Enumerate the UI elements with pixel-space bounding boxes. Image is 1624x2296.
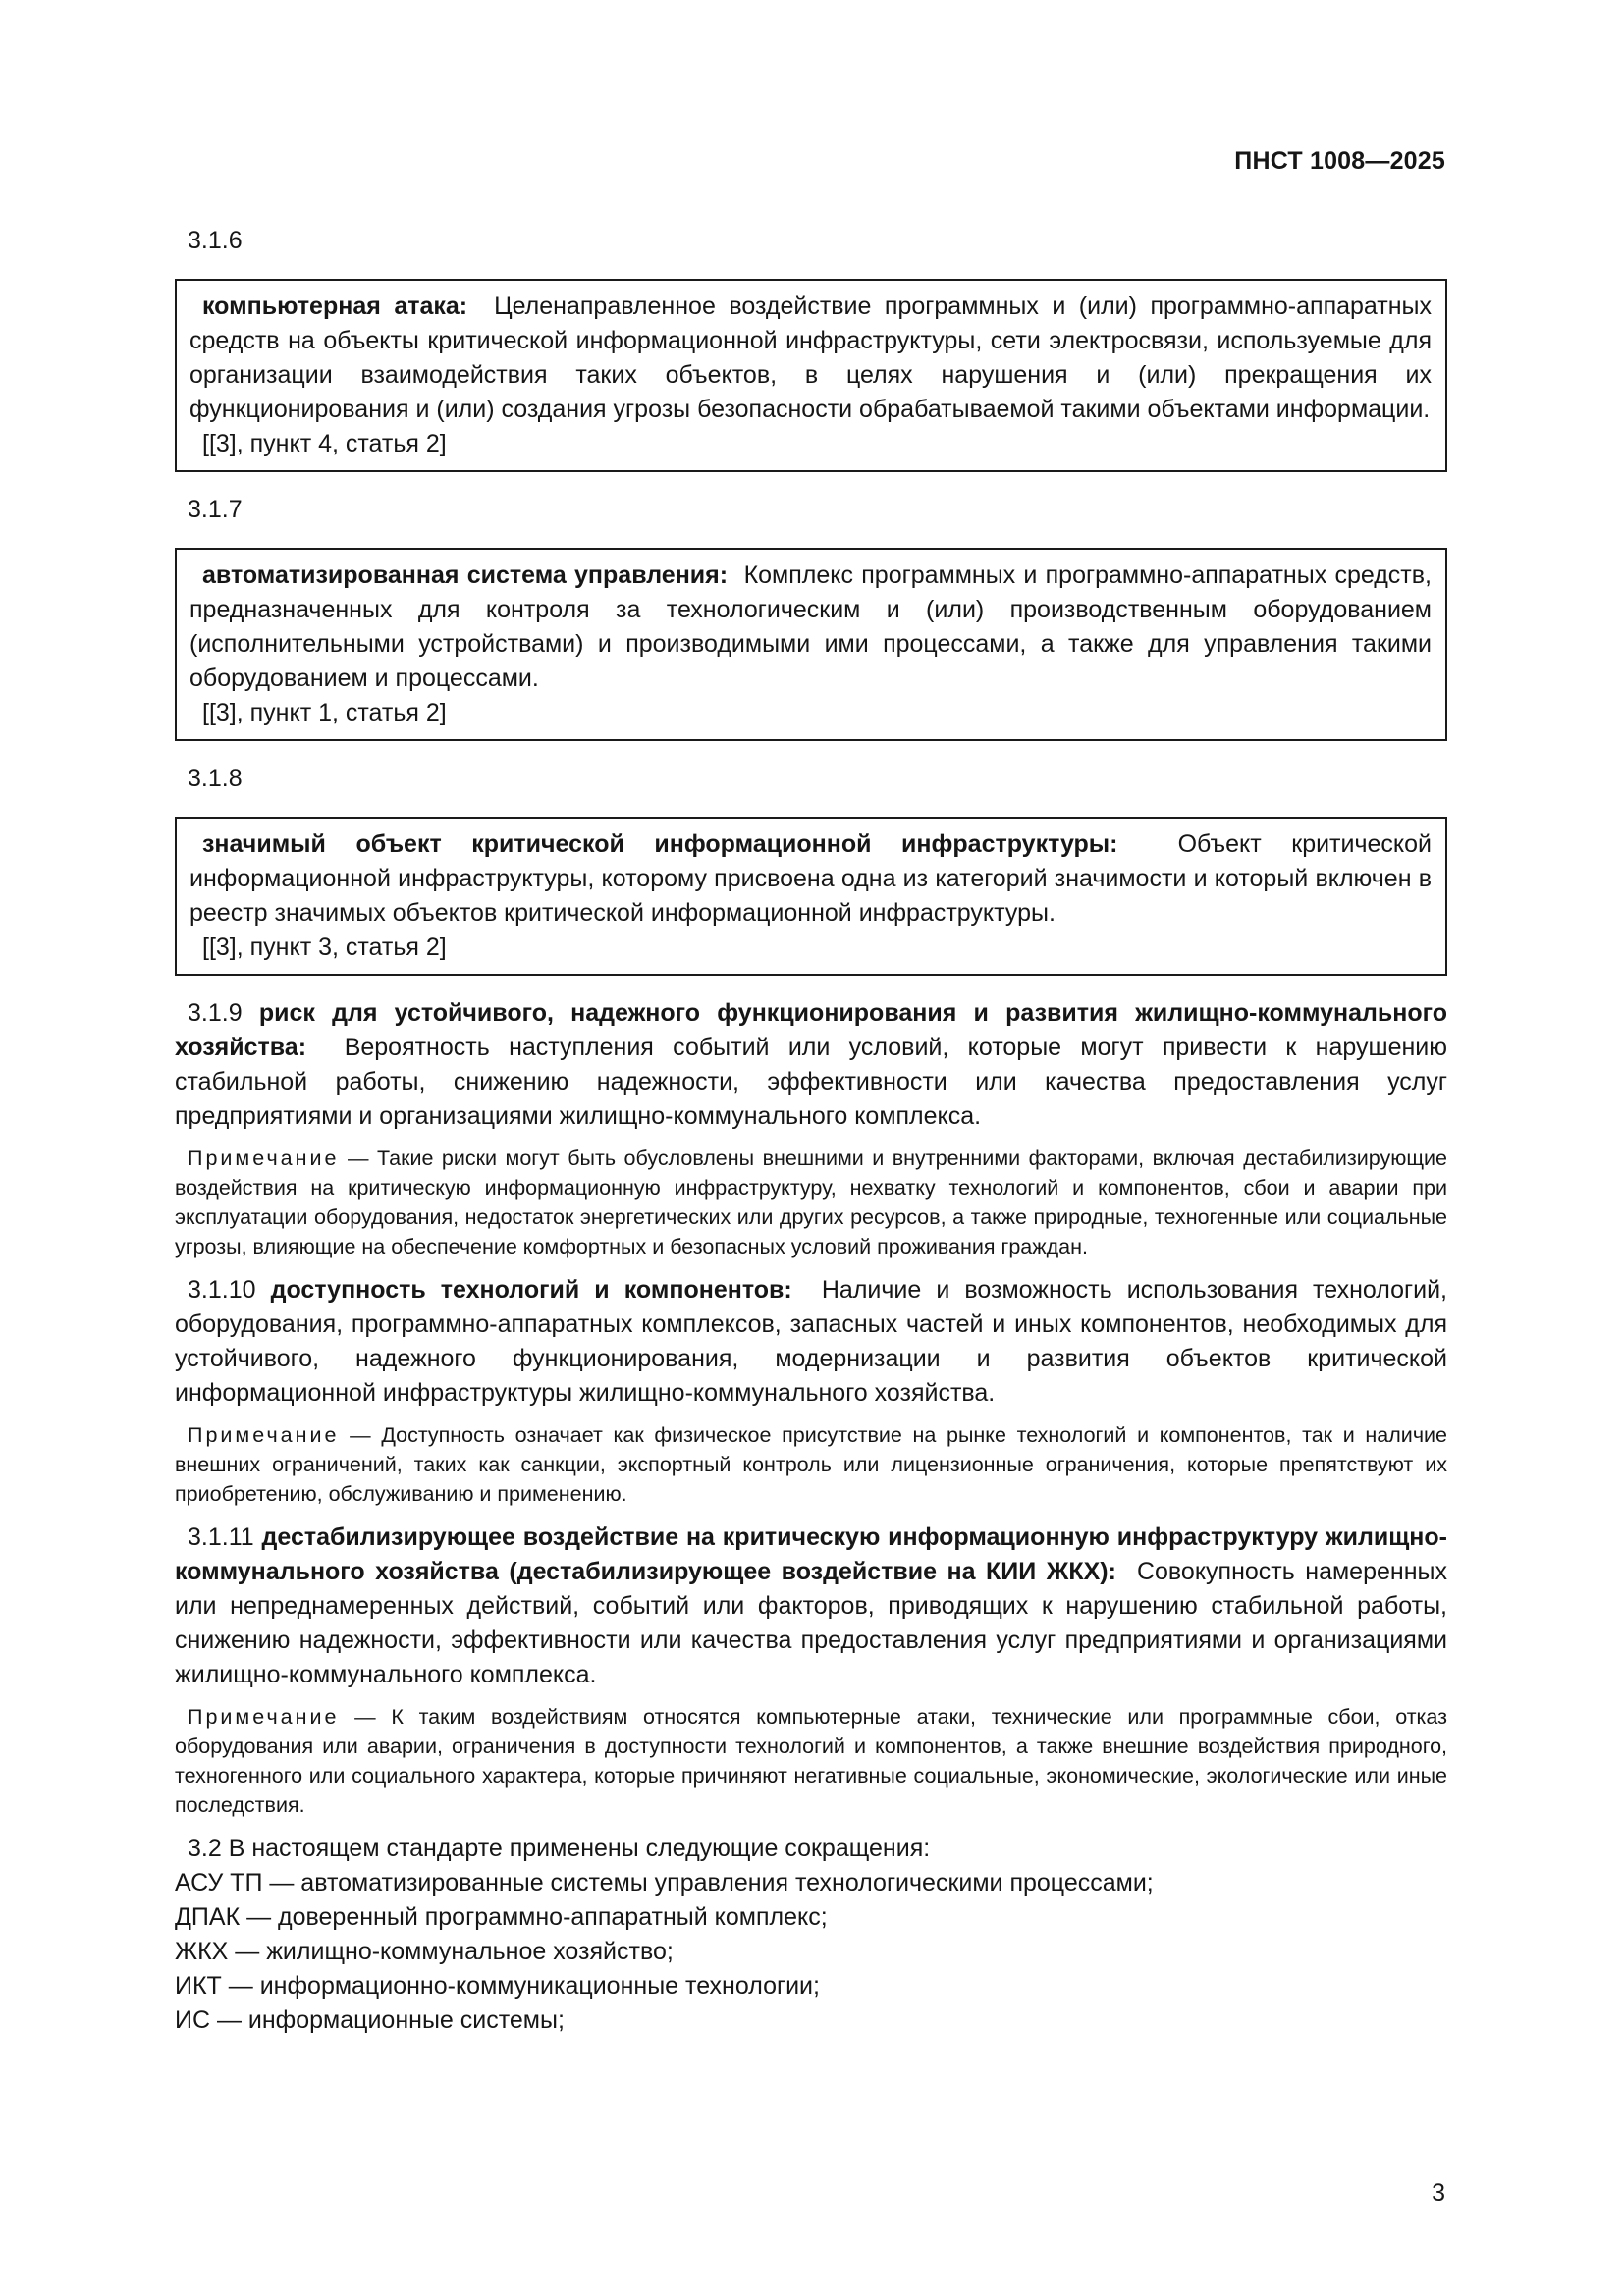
term-name: значимый объект критической информационной инфраструктуры: bbox=[202, 830, 1118, 858]
abbreviation-item: АСУ ТП — автоматизированные системы управления технологическими процессами; bbox=[175, 1869, 1154, 1896]
definition-text: Совокупность намеренных или непреднамеренных действий, событий или факторов, приводящих к нарушению стабильной работы, снижению надежности, эффективности или качества предоставления услуг предприятиями и организациями жилищно-коммунального комплекса. bbox=[175, 1558, 1447, 1688]
document-code: ПНСТ 1008—2025 bbox=[1234, 147, 1445, 175]
definition-number: 3.1.9 bbox=[188, 999, 243, 1027]
term-box bbox=[175, 279, 1447, 472]
definition-paragraph bbox=[175, 1273, 1447, 1411]
abbreviation-item: ИКТ — информационно-коммуникационные технологии; bbox=[175, 1972, 820, 2000]
definition-text: Вероятность наступления событий или условий, которые могут привести к нарушению стабильной работы, снижению надежности, эффективности или качества предоставления услуг предприятиями и организациями жилищно-коммунального комплекса. bbox=[175, 1034, 1447, 1130]
abbreviation-item: ИС — информационные системы; bbox=[175, 2006, 565, 2034]
term-definition: Комплекс программных и программно-аппаратных средств, предназначенных для контроля за технологическим и (или) производственным оборудованием (исполнительными устройствами) и производимыми ими процессами, а также для управления такими оборудованием и процессами. bbox=[189, 561, 1432, 692]
term-box bbox=[175, 548, 1447, 741]
note-paragraph bbox=[175, 1702, 1447, 1820]
abbreviation-item: ЖКХ — жилищно-коммунальное хозяйство; bbox=[175, 1938, 674, 1965]
note-label: Примечание bbox=[188, 1147, 340, 1170]
definition-paragraph bbox=[175, 1521, 1447, 1692]
definition-number: 3.1.10 bbox=[188, 1276, 256, 1304]
term-name: автоматизированная система управления: bbox=[202, 561, 729, 589]
definition-text: Наличие и возможность использования технологий, оборудования, программно-аппаратных комплексов, запасных частей и иных компонентов, необходимых для устойчивого, надежного функционирования, модернизации и развития объектов критической информационной инфраструктуры жилищно-коммунального хозяйства. bbox=[175, 1276, 1448, 1407]
definition-term: дестабилизирующее воздействие на критическую информационную инфраструктуру жилищно-коммунального хозяйства (дестабилизирующее воздействие на КИИ ЖКХ): bbox=[175, 1523, 1448, 1585]
definition-term: риск для устойчивого, надежного функционирования и развития жилищно-коммунального хозяйства: bbox=[175, 999, 1448, 1061]
note-paragraph bbox=[175, 1144, 1447, 1261]
definition-number: 3.1.11 bbox=[188, 1523, 254, 1551]
term-reference: [[3], пункт 3, статья 2] bbox=[202, 934, 447, 961]
term-definition: Целенаправленное воздействие программных и (или) программно-аппаратных средств на объекты критической информационной инфраструктуры, сети электросвязи, используемые для организации взаимодействия таких объектов, в целях нарушения и (или) прекращения их функционирования и (или) создания угрозы безопасности обрабатываемой такими объектами информации. bbox=[189, 293, 1432, 423]
term-number: 3.1.8 bbox=[188, 765, 243, 792]
note-text: — К таким воздействиям относятся компьютерные атаки, технические или программные сбои, отказ оборудования или аварии, ограничения в доступности технологий и компонентов, а также внешние воздействия природного, техногенного или социального характера, которые причиняют негативные социальные, экономические, экологические или иные последствия. bbox=[175, 1705, 1447, 1817]
term-box bbox=[175, 817, 1447, 976]
term-paragraph bbox=[189, 559, 1432, 696]
definition-paragraph bbox=[175, 996, 1447, 1134]
definition-term: доступность технологий и компонентов: bbox=[270, 1276, 792, 1304]
note-text: — Такие риски могут быть обусловлены внешними и внутренними факторами, включая дестабилизирующие воздействия на критическую информационную инфраструктуру, нехватку технологий и компонентов, сбои и аварии при эксплуатации оборудования, недостаток энергетических или других ресурсов, а также природные, техногенные или социальные угрозы, влияющие на обеспечение комфортных и безопасных условий проживания граждан. bbox=[175, 1147, 1447, 1258]
abbreviations-intro: 3.2 В настоящем стандарте применены следующие сокращения: bbox=[188, 1835, 931, 1862]
term-name: компьютерная атака: bbox=[202, 293, 468, 320]
term-number: 3.1.6 bbox=[188, 227, 243, 254]
term-definition: Объект критической информационной инфраструктуры, которому присвоена одна из категорий значимости и который включен в реестр значимых объектов критической информационной инфраструктуры. bbox=[189, 830, 1432, 927]
term-reference: [[3], пункт 1, статья 2] bbox=[202, 699, 447, 726]
term-reference: [[3], пункт 4, статья 2] bbox=[202, 430, 447, 457]
term-paragraph bbox=[189, 290, 1432, 427]
note-paragraph bbox=[175, 1420, 1447, 1509]
note-text: — Доступность означает как физическое присутствие на рынке технологий и компонентов, так и наличие внешних ограничений, таких как санкции, экспортный контроль или лицензионные ограничения, которые препятствуют их приобретению, обслуживанию и применению. bbox=[175, 1423, 1447, 1506]
term-paragraph bbox=[189, 828, 1432, 931]
term-number: 3.1.7 bbox=[188, 496, 243, 523]
abbreviation-item: ДПАК — доверенный программно-аппаратный комплекс; bbox=[175, 1903, 828, 1931]
note-label: Примечание bbox=[188, 1705, 340, 1729]
page-number: 3 bbox=[1432, 2179, 1445, 2207]
note-label: Примечание bbox=[188, 1423, 340, 1447]
page-content bbox=[175, 224, 1447, 2038]
